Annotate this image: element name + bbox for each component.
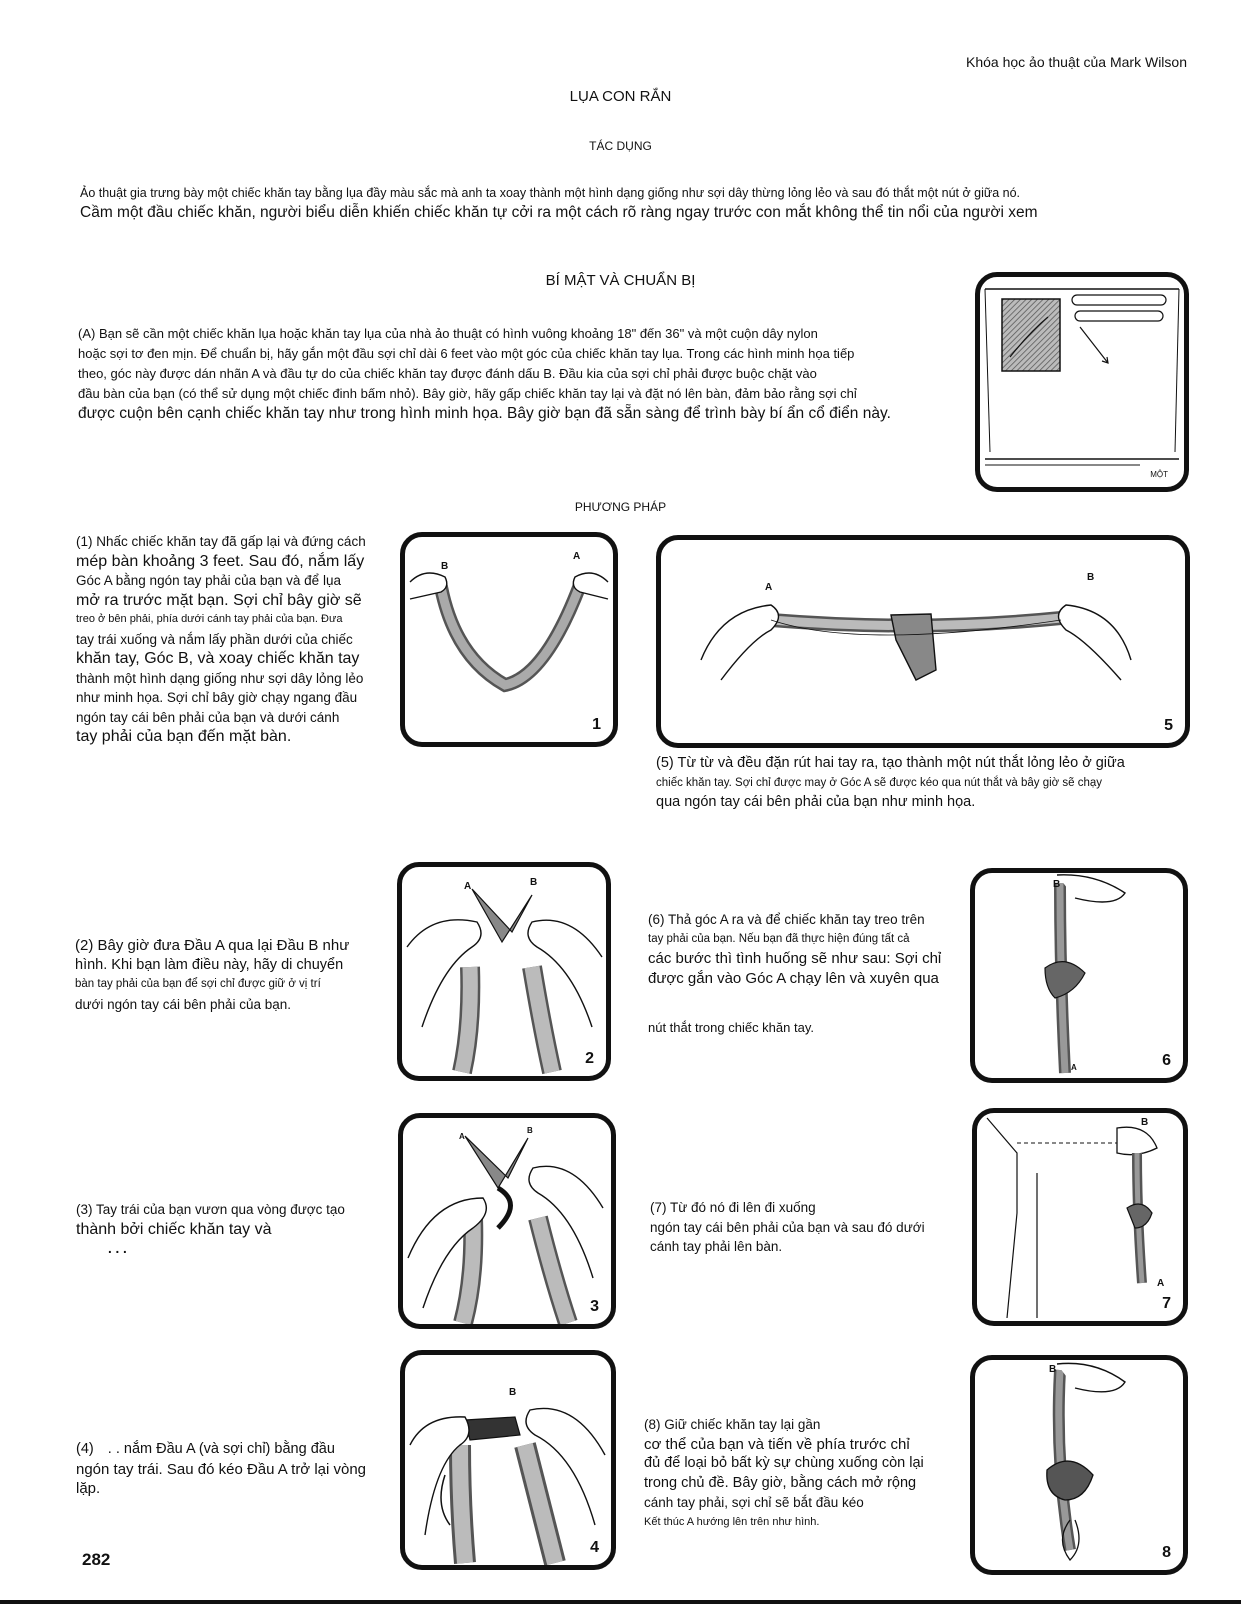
figure-number: 3 [590,1298,599,1315]
step-line: thành bởi chiếc khăn tay và [76,1220,272,1238]
step-3-text [76,1200,396,1259]
step-line: ngón tay cái bên phải của bạn và dưới cánh [76,709,340,725]
step-line: được gắn vào Góc A chạy lên và xuyên qua [648,969,939,987]
corner-b-label: B [1087,572,1095,583]
step-line: các bước thì tình huống sẽ như sau: Sợi chỉ [648,950,942,967]
step-line: treo ở bên phải, phía dưới cánh tay phải của bạn. Đưa [76,613,343,625]
step-line: (7) Từ đó nó đi lên đi xuống [650,1200,816,1215]
step-line: ngón tay cái bên phải của bạn và sau đó dưới [650,1219,925,1235]
step-line: tay trái xuống và nắm lấy phần dưới của chiếc [76,631,353,647]
corner-a-label: A [464,881,472,892]
step-line: khăn tay, Góc B, và xoay chiếc khăn tay [76,650,360,667]
step-line: tay phải của bạn. Nếu bạn đã thực hiện đúng tất cả [648,932,910,945]
step-line: (2) Bây giờ đưa Đầu A qua lại Đầu B như [75,937,350,954]
secret-line: đầu bàn của bạn (có thể sử dụng một chiếc đinh bấm nhỏ). Bây giờ, hãy gấp chiếc khăn tay lại và đặt nó lên bàn, đảm bảo rằng sợi chỉ [78,386,857,401]
step-line: dưới ngón tay cái bên phải của bạn. [75,996,292,1012]
step-line [76,1440,396,1460]
bottom-rule [0,1600,1241,1604]
corner-a-label: A [1071,1063,1077,1072]
figure-8 [970,1355,1188,1575]
step-4-text [76,1440,396,1499]
page-number: 282 [82,1550,111,1569]
step-2-text [75,936,390,1014]
corner-b-label: B [1049,1364,1057,1375]
step-line: thành một hình dạng giống như sợi dây lỏng lẻo [76,670,364,686]
course-title: Khóa học ảo thuật của Mark Wilson [965,54,1187,70]
effect-heading: TÁC DỤNG [589,139,652,153]
figure-8-illustration [975,1360,1183,1570]
corner-a-label: A [459,1132,465,1141]
step-line: cánh tay phải, sợi chỉ sẽ bắt đầu kéo [644,1495,864,1510]
step-line: cơ thể của bạn và tiến về phía trước chỉ [644,1435,910,1453]
figure-7-illustration [977,1113,1183,1321]
secret-line: theo, góc này được dán nhãn A và đầu tự do của chiếc khăn tay được đánh dấu B. Đầu kia của sợi chỉ phải được buộc chặt vào [78,366,817,381]
corner-b-label: B [441,561,449,572]
step-line: (1) Nhấc chiếc khăn tay đã gấp lại và đứng cách [76,534,366,549]
step-line: (5) Từ từ và đều đặn rút hai tay ra, tạo thành một nút thắt lỏng lẻo ở giữa [656,755,1125,771]
secret-line: hoặc sợi tơ đen mịn. Để chuẩn bị, hãy gắn một đầu sợi chỉ dài 6 feet vào một góc của chiếc khăn tay lụa. Trong các hình minh họa tiếp [78,346,855,361]
figure-4-illustration [405,1355,611,1565]
step-line: chiếc khăn tay. Sợi chỉ được may ở Góc A sẽ được kéo qua nút thắt và bây giờ sẽ chạy [656,776,1103,789]
step-6-text [648,910,968,1038]
secret-heading: BÍ MẬT VÀ CHUẨN BỊ [545,272,696,289]
corner-b-label: B [509,1387,517,1398]
figure-label: MỘT [1150,470,1168,479]
corner-a-label: A [1157,1278,1165,1289]
step-line: ngón tay trái. Sau đó kéo Đầu A trở lại vòng [76,1460,367,1478]
step-line: như minh họa. Sợi chỉ bây giờ chạy ngang đầu [76,690,358,705]
step-8-text [644,1415,974,1532]
secret-text [78,324,958,424]
figure-number: 7 [1162,1295,1171,1312]
step-line: hình. Khi bạn làm điều này, hãy di chuyển [75,956,344,973]
step-line: mép bàn khoảng 3 feet. Sau đó, nắm lấy [76,552,365,570]
secret-line: được cuộn bên cạnh chiếc khăn tay như trong hình minh họa. Bây giờ bạn đã sẵn sàng để trình bày bí ẩn cổ điển này. [78,405,891,422]
step-line: . . . [108,1241,127,1256]
step-line: tay phải của bạn đến mặt bàn. [76,728,292,745]
figure-3-illustration [403,1118,611,1324]
effect-line: Cầm một đầu chiếc khăn, người biểu diễn khiến chiếc khăn tự cởi ra một cách rõ ràng ngay trước con mắt không thể tin nổi của người xem [80,204,1038,221]
step-1-text [76,532,396,747]
step-line: (6) Thả góc A ra và để chiếc khăn tay treo trên [648,912,925,927]
corner-b-label: B [1053,879,1061,890]
step-5-text [656,754,1196,813]
figure-setup [975,272,1189,492]
figure-4 [400,1350,616,1570]
step-line: lặp. [76,1480,101,1497]
step-number: (4) [76,1441,94,1457]
effect-line: Ảo thuật gia trưng bày một chiếc khăn tay bằng lụa đầy màu sắc mà anh ta xoay thành một hình dạng giống như sợi dây thừng lỏng lẻo và sau đó thắt một nút ở giữa nó. [80,186,1021,200]
figure-number: 2 [585,1050,594,1067]
step-line-part: . . nắm Đầu A (và sợi chỉ) bằng đầu [107,1441,335,1457]
step-line: Góc A bằng ngón tay phải của bạn và để lụa [76,573,341,588]
step-line: bàn tay phải của bạn để sợi chỉ được giữ ở vị trí [75,978,321,990]
figure-6-illustration [975,873,1183,1078]
figure-2-illustration [402,867,606,1076]
method-heading: PHƯƠNG PHÁP [574,500,667,514]
corner-b-label: B [530,877,538,888]
corner-b-label: B [527,1126,533,1135]
trick-title: LỤA CON RẮN [569,88,672,105]
figure-5-illustration [661,540,1185,743]
step-line: nút thắt trong chiếc khăn tay. [648,1020,814,1035]
figure-2 [397,862,611,1081]
figure-5 [656,535,1190,748]
figure-number: 8 [1162,1544,1171,1561]
step-line: Kết thúc A hướng lên trên như hình. [644,1515,820,1528]
setup-illustration [980,277,1184,487]
figure-1 [400,532,618,747]
step-line: (8) Giữ chiếc khăn tay lại gần [644,1417,821,1432]
step-line: cánh tay phải lên bàn. [650,1239,783,1254]
figure-number: 6 [1162,1052,1171,1069]
figure-number: 4 [590,1539,599,1556]
effect-text [80,184,1180,222]
step-line: mở ra trước mặt bạn. Sợi chỉ bây giờ sẽ [76,591,362,609]
step-line: qua ngón tay cái bên phải của bạn như minh họa. [656,794,976,810]
figure-number: 1 [592,716,601,733]
corner-b-label: B [1141,1117,1149,1128]
figure-number: 5 [1164,717,1173,734]
figure-3 [398,1113,616,1329]
figure-1-illustration [405,537,613,742]
figure-7 [972,1108,1188,1326]
step-7-text [650,1198,970,1257]
figure-6 [970,868,1188,1083]
secret-line: (A) Bạn sẽ cần một chiếc khăn lụa hoặc khăn tay lụa của nhà ảo thuật có hình vuông khoảng 18" đến 36" và một cuộn dây nylon [78,326,818,341]
step-line: trong chủ đề. Bây giờ, bằng cách mở rộng [644,1474,917,1491]
corner-a-label: A [765,582,773,593]
step-line: (3) Tay trái của bạn vươn qua vòng được tạo [76,1202,345,1217]
step-line: đủ để loại bỏ bất kỳ sự chùng xuống còn lại [644,1455,924,1471]
corner-a-label: A [573,551,581,562]
